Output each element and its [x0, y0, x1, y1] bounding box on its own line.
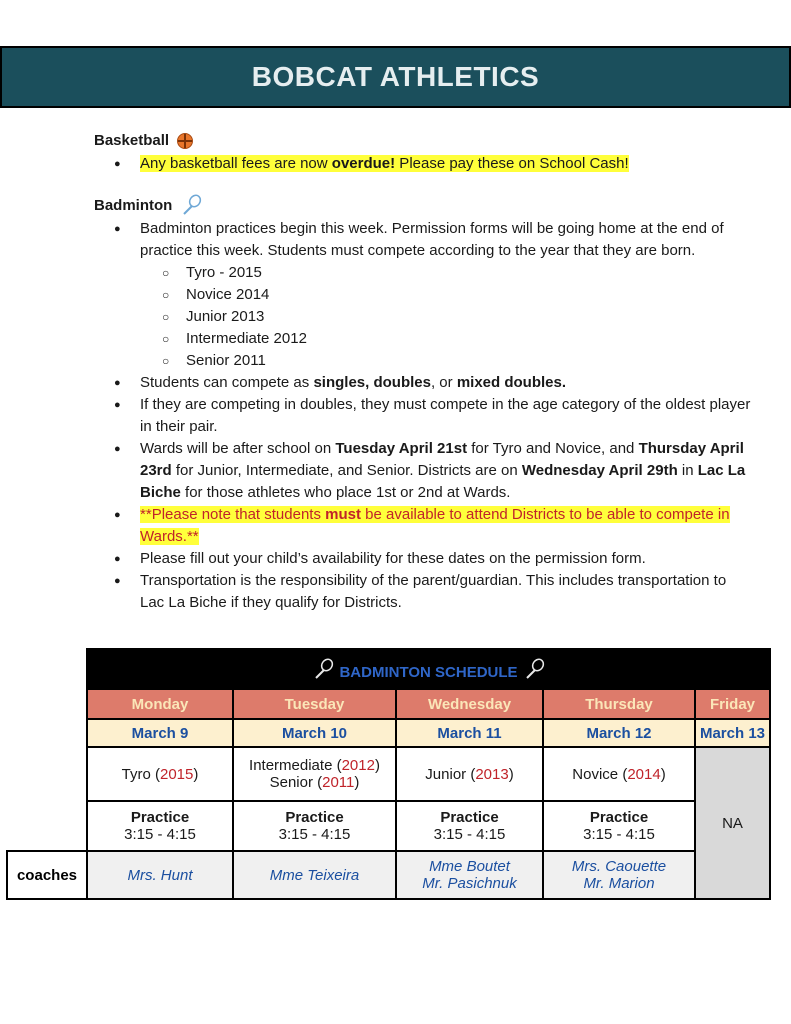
- day-header: Wednesday: [396, 689, 543, 719]
- list-item: ● Transportation is the responsibility of the parent/guardian. This includes transportation to Lac La Biche if they qualify for Districts.: [114, 570, 754, 614]
- practice-label: Practice: [285, 809, 344, 826]
- badminton-list: [114, 218, 754, 614]
- group-cell: [87, 747, 233, 801]
- category-item: ○ Junior 2013: [186, 306, 754, 328]
- list-item: [114, 218, 754, 372]
- basketball-heading-text: Basketball: [94, 132, 170, 149]
- table-corner: [7, 649, 87, 689]
- coach-cell: Mme Teixeira: [233, 851, 396, 899]
- group-year: 2011: [322, 774, 355, 791]
- group-paren: ): [508, 765, 514, 783]
- coach-name: Mrs. Caouette: [571, 858, 667, 875]
- table-blank: [7, 719, 87, 747]
- compete-bold-2: mixed doubles.: [456, 374, 567, 391]
- practice-time: 3:15 - 4:15: [124, 826, 196, 843]
- group-year: 2013: [475, 765, 509, 783]
- compete-text: Students can compete as: [140, 374, 314, 391]
- coach-cell: Mrs. Hunt: [87, 851, 233, 899]
- badminton-heading: [94, 194, 202, 216]
- list-item: ● Please fill out your child’s availability for these dates on the permission form.: [114, 548, 754, 570]
- note-stars: **: [140, 506, 152, 523]
- practice-label: Practice: [130, 809, 190, 826]
- friday-na-cell: NA: [695, 747, 770, 899]
- date-cell: March 13: [695, 719, 770, 747]
- list-item: [114, 504, 754, 548]
- table-blank: [7, 747, 87, 801]
- practice-label: Practice: [440, 809, 499, 826]
- group-name: Novice (: [572, 765, 628, 783]
- badminton-schedule-table: [6, 648, 771, 900]
- list-item: [114, 438, 754, 504]
- group-line: [234, 757, 395, 774]
- group-name: Tyro (: [121, 765, 160, 783]
- wards-date-2: Thursday April 23rd: [140, 440, 744, 479]
- coach-name: Mr. Pasichnuk: [422, 875, 517, 892]
- coach-name: Mr. Marion: [583, 875, 655, 892]
- page-title: BOBCAT ATHLETICS: [251, 61, 540, 92]
- list-item: [114, 372, 754, 394]
- category-item: ○ Novice 2014: [186, 284, 754, 306]
- districts-location: Lac La Biche: [140, 462, 746, 501]
- date-cell: March 10: [233, 719, 396, 747]
- coach-cell: [543, 851, 695, 899]
- coach-name: Mme Boutet: [429, 858, 510, 875]
- note-text-end: be available to attend Districts to be able to compete in Wards.: [140, 506, 730, 545]
- list-item: [114, 153, 754, 175]
- group-paren: ): [354, 774, 360, 791]
- compete-text-mid: , or: [430, 374, 457, 391]
- category-list: [140, 262, 754, 372]
- practice-time: 3:15 - 4:15: [433, 826, 506, 843]
- group-name: Intermediate (: [249, 757, 342, 774]
- group-name: Senior (: [269, 774, 323, 791]
- group-cell: [396, 747, 543, 801]
- group-year: 2015: [159, 765, 194, 783]
- basketball-note-text: Any basketball fees are now: [140, 155, 332, 172]
- basketball-icon: [177, 133, 193, 149]
- group-cell: [543, 747, 695, 801]
- note-text: Please note that students: [151, 506, 326, 523]
- practice-label: Practice: [589, 809, 649, 826]
- badminton-heading-text: Badminton: [94, 196, 173, 214]
- practice-cell: [87, 801, 233, 851]
- group-year: 2014: [627, 765, 661, 783]
- practice-cell: [396, 801, 543, 851]
- list-item: ● If they are competing in doubles, they must compete in the age category of the oldest player in their pair.: [114, 394, 754, 438]
- practice-time: 3:15 - 4:15: [583, 826, 655, 843]
- schedule-title: BADMINTON SCHEDULE: [339, 663, 518, 681]
- badminton-intro: Badminton practices begin this week. Permission forms will be going home at the end of practice this week. Students must compete according to the year that they are born.: [140, 220, 724, 259]
- group-line: [234, 774, 395, 791]
- practice-cell: [543, 801, 695, 851]
- group-paren: ): [193, 765, 199, 783]
- basketball-list: [114, 153, 754, 175]
- wards-text: for Tyro and Novice, and: [467, 440, 639, 457]
- wards-text: in: [677, 462, 698, 479]
- basketball-heading: [94, 132, 193, 149]
- badminton-racket-icon: [180, 194, 202, 216]
- group-name: Junior (: [425, 765, 476, 783]
- day-header: Tuesday: [233, 689, 396, 719]
- group-paren: ): [374, 757, 380, 774]
- overdue-text: overdue!: [331, 155, 396, 172]
- wards-date-1: Tuesday April 21st: [335, 440, 468, 457]
- wards-text: for Junior, Intermediate, and Senior. Districts are on: [171, 462, 522, 479]
- date-cell: March 11: [396, 719, 543, 747]
- title-banner: [0, 46, 791, 108]
- category-item: ○ Senior 2011: [186, 350, 754, 372]
- wards-text: for those athletes who place 1st or 2nd at Wards.: [180, 484, 511, 501]
- category-item: ○ Intermediate 2012: [186, 328, 754, 350]
- date-cell: March 9: [87, 719, 233, 747]
- practice-time: 3:15 - 4:15: [278, 826, 351, 843]
- badminton-racket-icon: [311, 658, 335, 680]
- note-stars: **: [186, 528, 199, 545]
- group-year: 2012: [341, 757, 375, 774]
- schedule-title-cell: [87, 649, 770, 689]
- table-blank: [7, 801, 87, 851]
- wards-text: Wards will be after school on: [140, 440, 336, 457]
- day-header: Thursday: [543, 689, 695, 719]
- coach-cell: [396, 851, 543, 899]
- note-must: must: [325, 506, 361, 523]
- day-header: Monday: [87, 689, 233, 719]
- badminton-racket-icon: [522, 658, 546, 680]
- group-paren: ): [660, 765, 666, 783]
- day-header: Friday: [695, 689, 770, 719]
- date-cell: March 12: [543, 719, 695, 747]
- coaches-label: coaches: [7, 851, 87, 899]
- basketball-note-text-end: Please pay these on School Cash!: [395, 155, 629, 172]
- practice-cell: [233, 801, 396, 851]
- table-blank: [7, 689, 87, 719]
- districts-date: Wednesday April 29th: [521, 462, 678, 479]
- category-item: ○ Tyro - 2015: [186, 262, 754, 284]
- compete-bold-1: singles, doubles: [313, 374, 431, 391]
- group-cell: [233, 747, 396, 801]
